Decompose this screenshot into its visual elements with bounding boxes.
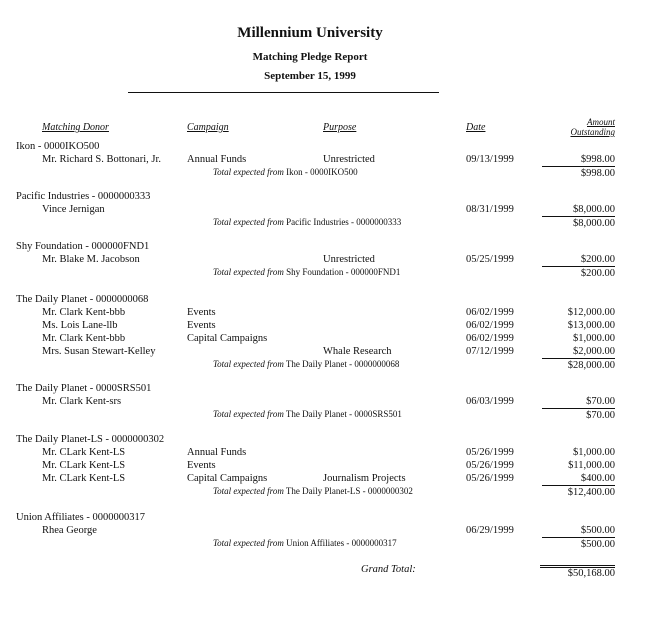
- row-campaign: Annual Funds: [187, 153, 247, 165]
- total-group-name: Ikon - 0000IKO500: [286, 166, 358, 177]
- title-divider: [128, 92, 439, 93]
- grand-total-amount: $50,168.00: [567, 568, 615, 579]
- row-amount: $13,000.00: [567, 319, 615, 331]
- row-date: 05/26/1999: [466, 446, 514, 458]
- row-donor: Mr. CLark Kent-LS: [42, 472, 126, 484]
- group-name: The Daily Planet-LS - 0000000302: [16, 434, 165, 445]
- row-date: 05/25/1999: [466, 253, 514, 265]
- row-purpose: Journalism Projects: [323, 472, 406, 484]
- row-date: 06/02/1999: [466, 332, 514, 344]
- report-title: Matching Pledge Report: [252, 51, 368, 63]
- institution-name: Millennium University: [237, 25, 383, 41]
- row-donor: Mr. Clark Kent-bbb: [42, 332, 126, 344]
- row-amount: $11,000.00: [568, 459, 615, 471]
- total-prefix: Total expected from: [213, 408, 284, 419]
- group-total-label: [213, 167, 358, 177]
- row-campaign: Events: [187, 306, 216, 318]
- row-purpose: Unrestricted: [323, 253, 375, 265]
- grand-total-label: Grand Total:: [361, 564, 416, 575]
- total-group-name: Shy Foundation - 000000FND1: [286, 266, 401, 277]
- row-donor: Ms. Lois Lane-llb: [42, 319, 118, 331]
- row-date: 06/03/1999: [466, 395, 514, 407]
- row-campaign: Capital Campaigns: [187, 332, 268, 344]
- row-donor: Mr. Richard S. Bottonari, Jr.: [42, 153, 161, 165]
- row-amount: $500.00: [580, 524, 615, 536]
- row-purpose: Unrestricted: [323, 153, 375, 165]
- row-date: 06/29/1999: [466, 524, 514, 536]
- row-campaign: Capital Campaigns: [187, 472, 268, 484]
- group-total-amount: $70.00: [586, 409, 615, 421]
- row-amount: $1,000.00: [573, 446, 615, 458]
- report-date: September 15, 1999: [264, 70, 356, 82]
- row-donor: Mr. Clark Kent-bbb: [42, 306, 126, 318]
- total-prefix: Total expected from: [213, 537, 284, 548]
- row-campaign: Events: [187, 319, 216, 331]
- header-campaign: Campaign: [187, 122, 229, 133]
- group-total-label: [213, 538, 397, 548]
- row-donor: Vince Jernigan: [42, 203, 105, 215]
- total-group-name: The Daily Planet - 0000000068: [285, 358, 400, 369]
- group-name: Ikon - 0000IKO500: [16, 141, 100, 152]
- row-date: 06/02/1999: [466, 306, 514, 318]
- group-name: The Daily Planet - 0000SRS501: [16, 383, 152, 394]
- header-amount-line2: Outstanding: [570, 127, 615, 137]
- row-amount: $400.00: [580, 472, 615, 484]
- group-name: Pacific Industries - 0000000333: [16, 191, 151, 202]
- group-name: The Daily Planet - 0000000068: [16, 294, 149, 305]
- header-purpose: Purpose: [323, 122, 357, 133]
- row-purpose: Whale Research: [323, 345, 392, 357]
- row-date: 05/26/1999: [466, 472, 514, 484]
- total-prefix: Total expected from: [213, 485, 284, 496]
- row-amount: $12,000.00: [567, 306, 615, 318]
- group-total-label: [213, 217, 401, 227]
- total-prefix: Total expected from: [213, 216, 284, 227]
- row-campaign: Annual Funds: [187, 446, 247, 458]
- row-amount: $70.00: [586, 395, 615, 407]
- row-date: 09/13/1999: [466, 153, 514, 165]
- row-amount: $1,000.00: [573, 332, 615, 344]
- row-date: 08/31/1999: [466, 203, 514, 215]
- row-amount: $2,000.00: [573, 345, 615, 357]
- row-campaign: Events: [187, 459, 216, 471]
- group-total-amount: $12,400.00: [567, 486, 615, 498]
- row-date: 06/02/1999: [466, 319, 514, 331]
- total-group-name: The Daily Planet - 0000SRS501: [285, 408, 402, 419]
- group-total-amount: $28,000.00: [567, 359, 615, 371]
- group-total-label: [213, 486, 413, 496]
- header-amount-line1: Amount: [587, 117, 615, 127]
- group-total-label: [213, 359, 399, 369]
- group-total-label: [213, 267, 400, 277]
- row-donor: Mr. Blake M. Jacobson: [42, 253, 140, 265]
- group-total-amount: $998.00: [580, 167, 615, 179]
- total-group-name: Union Affiliates - 0000000317: [286, 537, 397, 548]
- row-donor: Mr. CLark Kent-LS: [42, 446, 126, 458]
- total-group-name: Pacific Industries - 0000000333: [286, 216, 402, 227]
- total-prefix: Total expected from: [213, 266, 284, 277]
- group-total-amount: $200.00: [580, 267, 615, 279]
- row-donor: Rhea George: [42, 524, 97, 536]
- group-total-amount: $8,000.00: [573, 217, 615, 229]
- total-group-name: The Daily Planet-LS - 0000000302: [285, 485, 413, 496]
- row-donor: Mr. CLark Kent-LS: [42, 459, 126, 471]
- group-total-label: [213, 409, 402, 419]
- total-prefix: Total expected from: [213, 358, 284, 369]
- row-donor: Mr. Clark Kent-srs: [42, 395, 122, 407]
- row-amount: $8,000.00: [573, 203, 615, 215]
- group-name: Shy Foundation - 000000FND1: [16, 241, 150, 252]
- row-amount: $200.00: [580, 253, 615, 265]
- row-donor: Mrs. Susan Stewart-Kelley: [42, 345, 156, 357]
- total-prefix: Total expected from: [213, 166, 284, 177]
- row-date: 07/12/1999: [466, 345, 514, 357]
- header-donor: Matching Donor: [42, 122, 109, 133]
- row-date: 05/26/1999: [466, 459, 514, 471]
- group-total-amount: $500.00: [580, 538, 615, 550]
- header-date: Date: [466, 122, 486, 133]
- header-amount: [560, 117, 615, 137]
- grand-total-rule-top: [540, 565, 615, 566]
- group-name: Union Affiliates - 0000000317: [16, 512, 146, 523]
- row-amount: $998.00: [580, 153, 615, 165]
